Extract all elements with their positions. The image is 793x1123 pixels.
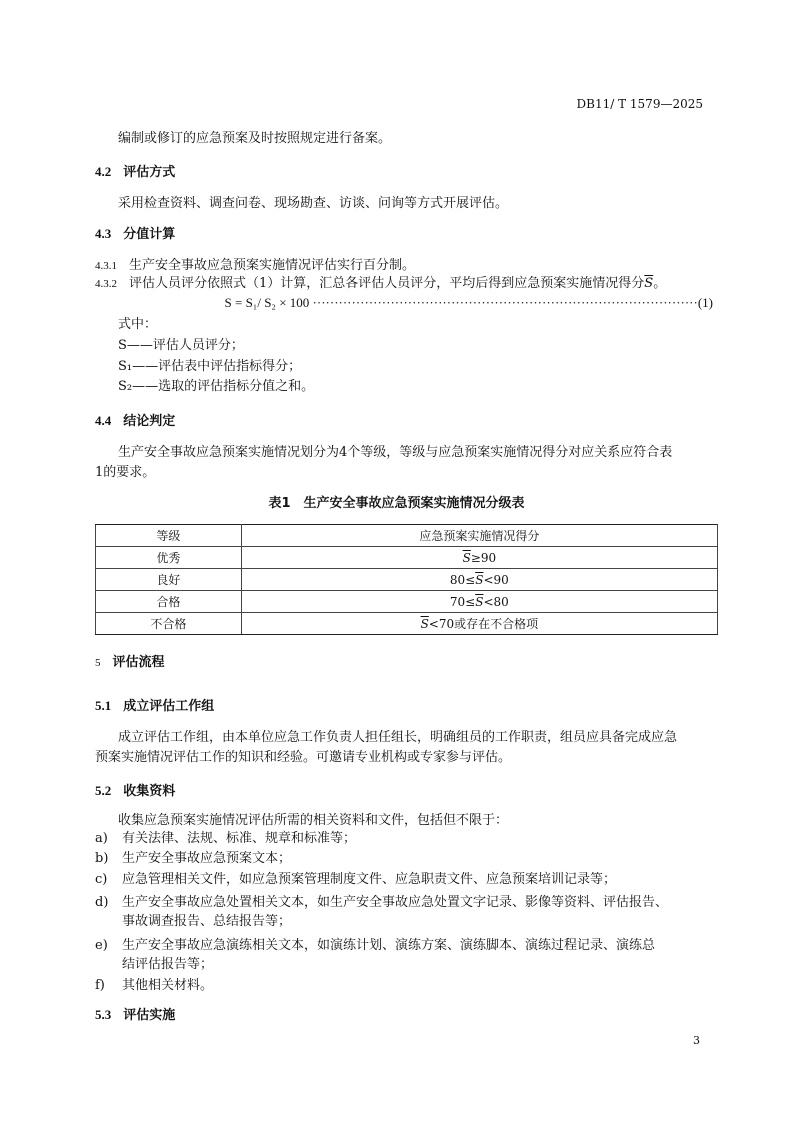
score-cell: $\overline{S}<70$或存在不合格项 <box>241 613 717 635</box>
section-heading-4-2: 4.2 评估方式 <box>95 164 176 180</box>
grading-table <box>95 524 718 635</box>
paragraph: 生产安全事故应急预案实施情况划分为4个等级，等级与应急预案实施情况得分对应关系应符合表 <box>118 445 673 460</box>
header-cell: 应急预案实施情况得分 <box>241 525 717 547</box>
paragraph: 成立评估工作组，由本单位应急工作负责人担任组长，明确组员的工作职责，组员应具备完成应急 <box>118 730 678 745</box>
table-row <box>96 547 718 569</box>
section-heading-5-1: 5.1 成立评估工作组 <box>95 698 215 714</box>
table-row <box>96 569 718 591</box>
grade-cell: 良好 <box>96 569 242 591</box>
section-heading-5-3: 5.3 评估实施 <box>95 1007 176 1023</box>
table-header-row <box>96 525 718 547</box>
paragraph: 1的要求。 <box>95 465 156 480</box>
table-row <box>96 613 718 635</box>
section-heading-5-2: 5.2 收集资料 <box>95 783 176 799</box>
header-cell: 等级 <box>96 525 242 547</box>
score-cell: $80\le\overline{S}<90$ <box>241 569 717 591</box>
clause-4-3-1: 4.3.1 生产安全事故应急预案实施情况评估实行百分制。 <box>95 258 416 273</box>
clause-4-3-2: 4.3.2 评估人员评分依照式（1）计算，汇总各评估人员评分，平均后得到应急预案实施情况得分$\overline{S}$。 <box>95 276 667 291</box>
page-number: 3 <box>693 1034 700 1047</box>
score-cell: $70\le\overline{S}<80$ <box>241 591 717 613</box>
section-heading-5: 5 评估流程 <box>95 655 165 670</box>
grade-cell: 优秀 <box>96 547 242 569</box>
paragraph: 编制或修订的应急预案及时按照规定进行备案。 <box>118 131 392 146</box>
paragraph: 收集应急预案实施情况评估所需的相关资料和文件，包括但不限于： <box>118 813 509 828</box>
section-heading-4-3: 4.3 分值计算 <box>95 226 176 242</box>
table-row <box>96 591 718 613</box>
definition-s1: S₁——评估表中评估指标得分； <box>118 359 302 374</box>
paragraph: 采用检查资料、调查问卷、现场勘查、访谈、问询等方式开展评估。 <box>118 196 509 211</box>
list-item: f) 其他相关材料。 <box>95 978 214 993</box>
paragraph: 预案实施情况评估工作的知识和经验。可邀请专业机构或专家参与评估。 <box>95 750 512 765</box>
grade-cell: 合格 <box>96 591 242 613</box>
list-item: b) 生产安全事故应急预案文本； <box>95 851 292 866</box>
formula-1: S = S₁/ S₂ × 100 ·························································································(1) <box>224 295 713 310</box>
table-title: 表1 生产安全事故应急预案实施情况分级表 <box>268 496 525 511</box>
list-item-continuation: 事故调查报告、总结报告等； <box>122 914 292 929</box>
definition-s2: S₂——选取的评估指标分值之和。 <box>118 379 315 394</box>
grade-cell: 不合格 <box>96 613 242 635</box>
section-heading-4-4: 4.4 结论判定 <box>95 413 176 429</box>
list-item: d) 生产安全事故应急处置相关文本，如生产安全事故应急处置文字记录、影像等资料、评估报告、 <box>95 895 669 910</box>
list-item: c) 应急管理相关文件，如应急预案管理制度文件、应急职责文件、应急预案培训记录等； <box>95 872 617 887</box>
list-item: e) 生产安全事故应急演练相关文本，如演练计划、演练方案、演练脚本、演练过程记录、演练总 <box>95 938 656 953</box>
list-item: a) 有关法律、法规、标准、规章和标准等； <box>95 831 357 846</box>
doc-code: DB11/ T 1579—2025 <box>576 97 703 111</box>
score-cell: $\overline{S}\ge 90$ <box>241 547 717 569</box>
list-item-continuation: 结评估报告等； <box>122 957 214 972</box>
where-label: 式中： <box>118 317 158 332</box>
definition-s: S——评估人员评分； <box>118 338 244 353</box>
